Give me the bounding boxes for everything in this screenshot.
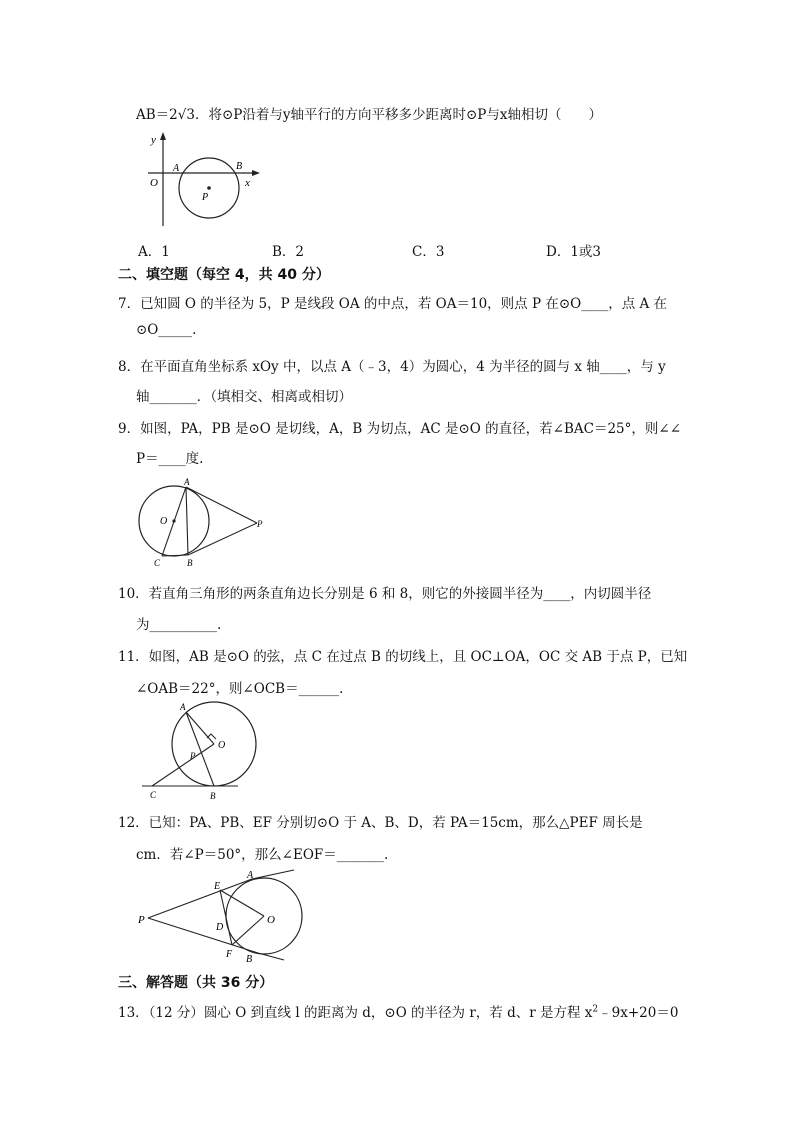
q6-fig-a: A (173, 163, 180, 174)
q6-option-c: C．3 (412, 244, 445, 260)
q6-stem (136, 103, 602, 123)
q9-fig-p: P (257, 519, 263, 529)
q11-fig-p: P (190, 751, 196, 761)
q9-fig-a: A (184, 477, 190, 487)
q6-option-b: B．2 (272, 244, 305, 260)
q6-option-d: D．1或3 (546, 244, 602, 260)
q6-fig-b: B (236, 161, 243, 172)
q6-fig-p: P (202, 192, 209, 203)
q6-option-a: A．1 (138, 244, 170, 260)
q9-fig-o: O (160, 516, 168, 527)
q6-fig-o: O (150, 177, 158, 189)
q11-line2: ∠OAB＝22°，则∠OCB＝______. (136, 681, 344, 697)
q7-line2: ⊙O_____. (136, 322, 197, 338)
q12-fig-a: A (247, 870, 254, 881)
q10-line2: 为__________. (136, 617, 222, 633)
q11-fig-a: A (180, 702, 186, 712)
q12-line2: cm．若∠P＝50°，那么∠EOF＝_______. (136, 847, 389, 863)
q9-line2: P＝____度. (136, 451, 204, 467)
q12-line1: 12．已知：PA、PB、EF 分别切⊙O 于 A、B、D，若 PA＝15cm，那么△PEF 周长是 (118, 815, 643, 831)
section-fill-in-title: 二、填空题（每空 4，共 40 分） (118, 267, 330, 283)
q6-stem-text: ．将⊙P沿着与y轴平行的方向平移多少距离时⊙P与x轴相切（ ） (194, 107, 602, 123)
q6-stem-math: AB＝2√3 (136, 107, 195, 123)
q8-line1: 8．在平面直角坐标系 xOy 中，以点 A（﹣3，4）为圆心，4 为半径的圆与 x 轴____，与 y (118, 359, 666, 375)
q12-fig-e: E (214, 881, 221, 892)
q12-fig-o: O (267, 914, 275, 926)
section-answers-title: 三、解答题（共 36 分） (118, 975, 274, 991)
q12-fig-p: P (138, 914, 145, 926)
q11-fig-o: O (218, 740, 226, 751)
q12-fig-b: B (246, 954, 253, 965)
q11-fig-b: B (210, 791, 216, 801)
q13-line1 (118, 1001, 678, 1021)
q12-fig-d: D (216, 922, 224, 933)
q12-fig-f: F (226, 949, 233, 960)
q11-line1: 11．如图，AB 是⊙O 的弦，点 C 在过点 B 的切线上，且 OC⊥OA，OC 交 AB 于点 P，已知 (118, 649, 688, 665)
q11-fig-c: C (150, 790, 157, 800)
q8-line2: 轴_______．（填相交、相离或相切） (136, 389, 352, 405)
q6-fig-y: y (151, 134, 156, 146)
q9-line1: 9．如图，PA，PB 是⊙O 是切线，A，B 为切点，AC 是⊙O 的直径，若∠BAC＝25°，则∠∠ (118, 421, 682, 437)
q9-fig-b: B (187, 558, 193, 568)
q9-fig-c: C (154, 558, 161, 568)
q13-text: 13．（12 分）圆心 O 到直线 l 的距离为 d，⊙O 的半径为 r，若 d、r 是方程 x (118, 1005, 593, 1021)
q13-equation-tail: ﹣9x+20＝0 (598, 1005, 679, 1021)
q7-line1: 7．已知圆 O 的半径为 5，P 是线段 OA 的中点，若 OA＝10，则点 P 在⊙O____，点 A 在 (118, 296, 668, 312)
q13-exponent: 2 (592, 1004, 599, 1015)
q12-figure (134, 868, 304, 968)
q6-figure (140, 128, 270, 228)
q11-figure (138, 700, 268, 802)
q10-line1: 10．若直角三角形的两条直角边长分别是 6 和 8，则它的外接圆半径为____，内切圆半径 (118, 586, 652, 602)
q9-figure (132, 474, 272, 570)
q6-fig-x: x (245, 177, 250, 189)
